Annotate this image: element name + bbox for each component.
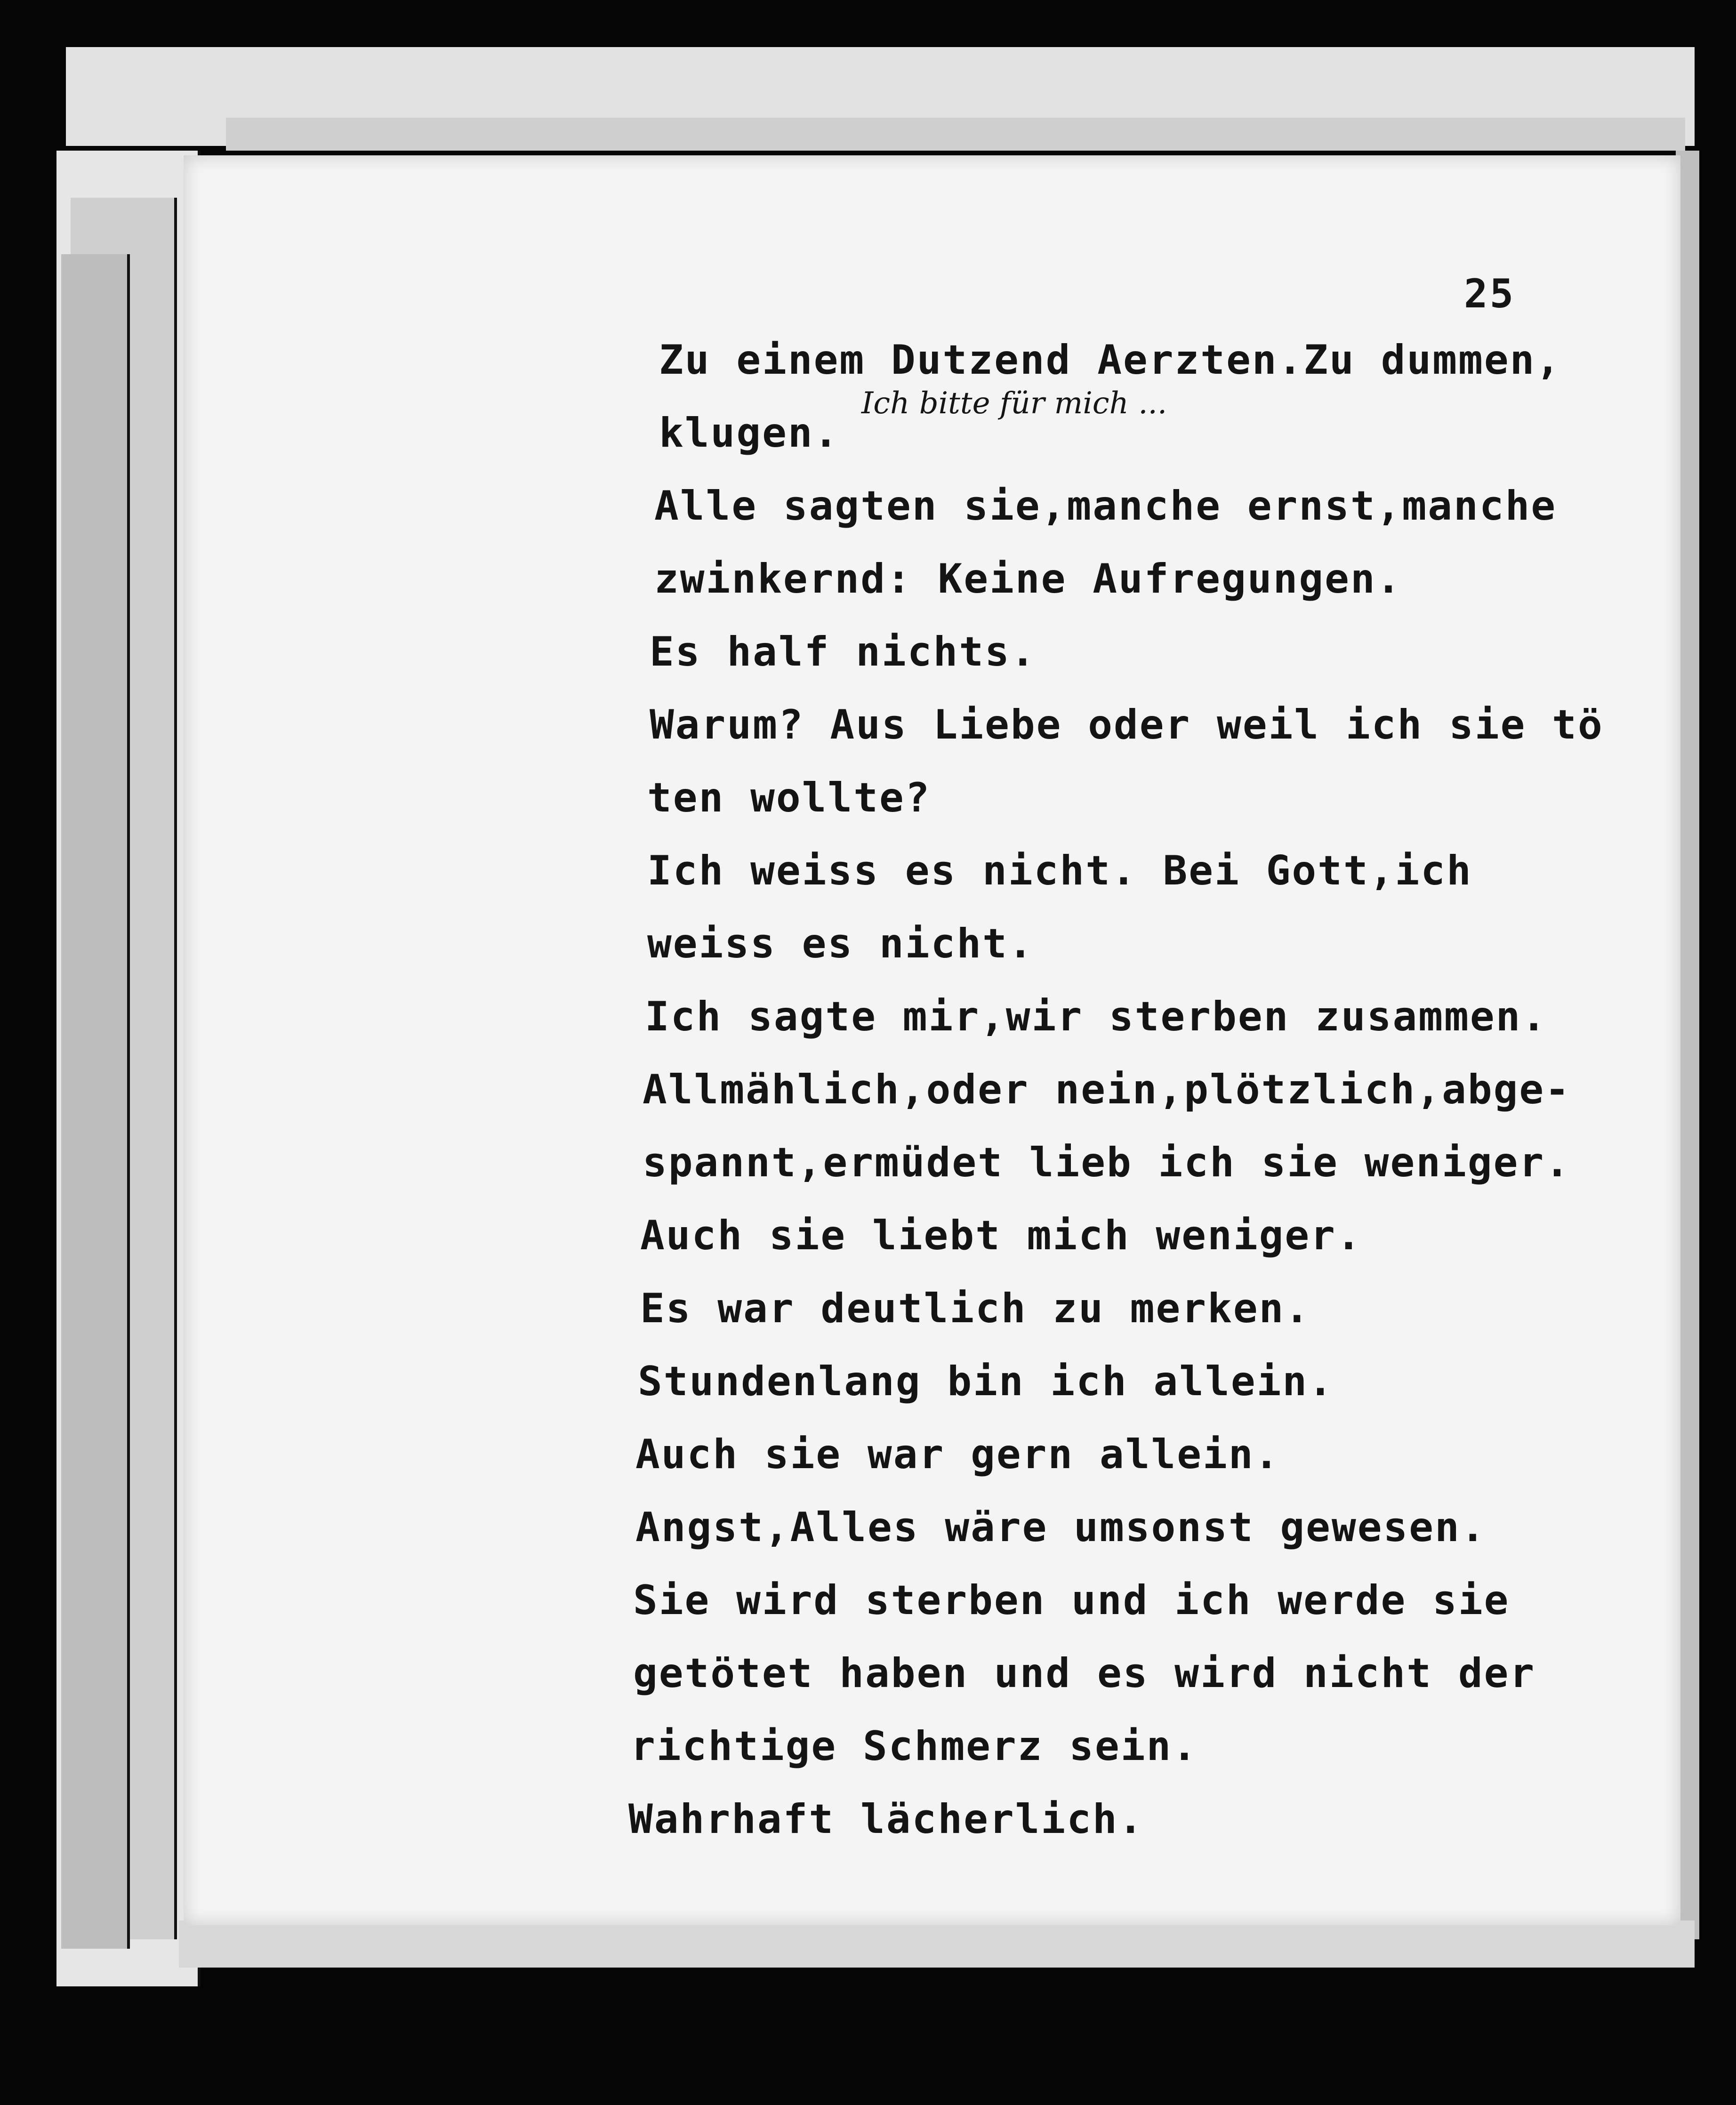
bottom-page-edge	[179, 1920, 1695, 1968]
text-line: zwinkernd: Keine Aufregungen.	[654, 555, 1402, 603]
text-line: richtige Schmerz sein.	[631, 1723, 1198, 1770]
typed-text	[184, 155, 1680, 1925]
top-page-edge-inner	[226, 118, 1685, 151]
text-line: Allmählich,oder nein,plötzlich,abge-	[643, 1066, 1571, 1113]
text-line: spannt,ermüdet lieb ich sie weniger.	[643, 1139, 1571, 1186]
text-line: klugen.	[659, 410, 840, 457]
text-line: Warum? Aus Liebe oder weil ich sie tö	[650, 701, 1604, 748]
text-line: Ich weiss es nicht. Bei Gott,ich	[647, 847, 1472, 894]
text-line: Stundenlang bin ich allein.	[638, 1358, 1334, 1405]
text-line: Wahrhaft lächerlich.	[628, 1796, 1144, 1843]
text-line: Angst,Alles wäre umsonst gewesen.	[635, 1504, 1487, 1551]
text-line: Es war deutlich zu merken.	[640, 1285, 1311, 1332]
handwritten-note: Ich bitte für mich ...	[861, 386, 1167, 421]
text-line: Auch sie war gern allein.	[635, 1431, 1280, 1478]
text-line: Es half nichts.	[650, 628, 1037, 675]
text-line: Ich sagte mir,wir sterben zusammen.	[645, 993, 1548, 1040]
text-line: Auch sie liebt mich weniger.	[640, 1212, 1362, 1259]
text-line: ten wollte?	[647, 774, 931, 821]
text-line: weiss es nicht.	[647, 920, 1034, 967]
text-line: Zu einem Dutzend Aerzten.Zu dummen,	[659, 337, 1562, 384]
text-line: Sie wird sterben und ich werde sie	[633, 1577, 1510, 1624]
text-line: Alle sagten sie,manche ernst,manche	[654, 482, 1557, 530]
typed-page	[184, 155, 1680, 1925]
stacked-sheet	[61, 254, 130, 1949]
text-line: getötet haben und es wird nicht der	[633, 1650, 1536, 1697]
page-number: 25	[1464, 271, 1516, 317]
